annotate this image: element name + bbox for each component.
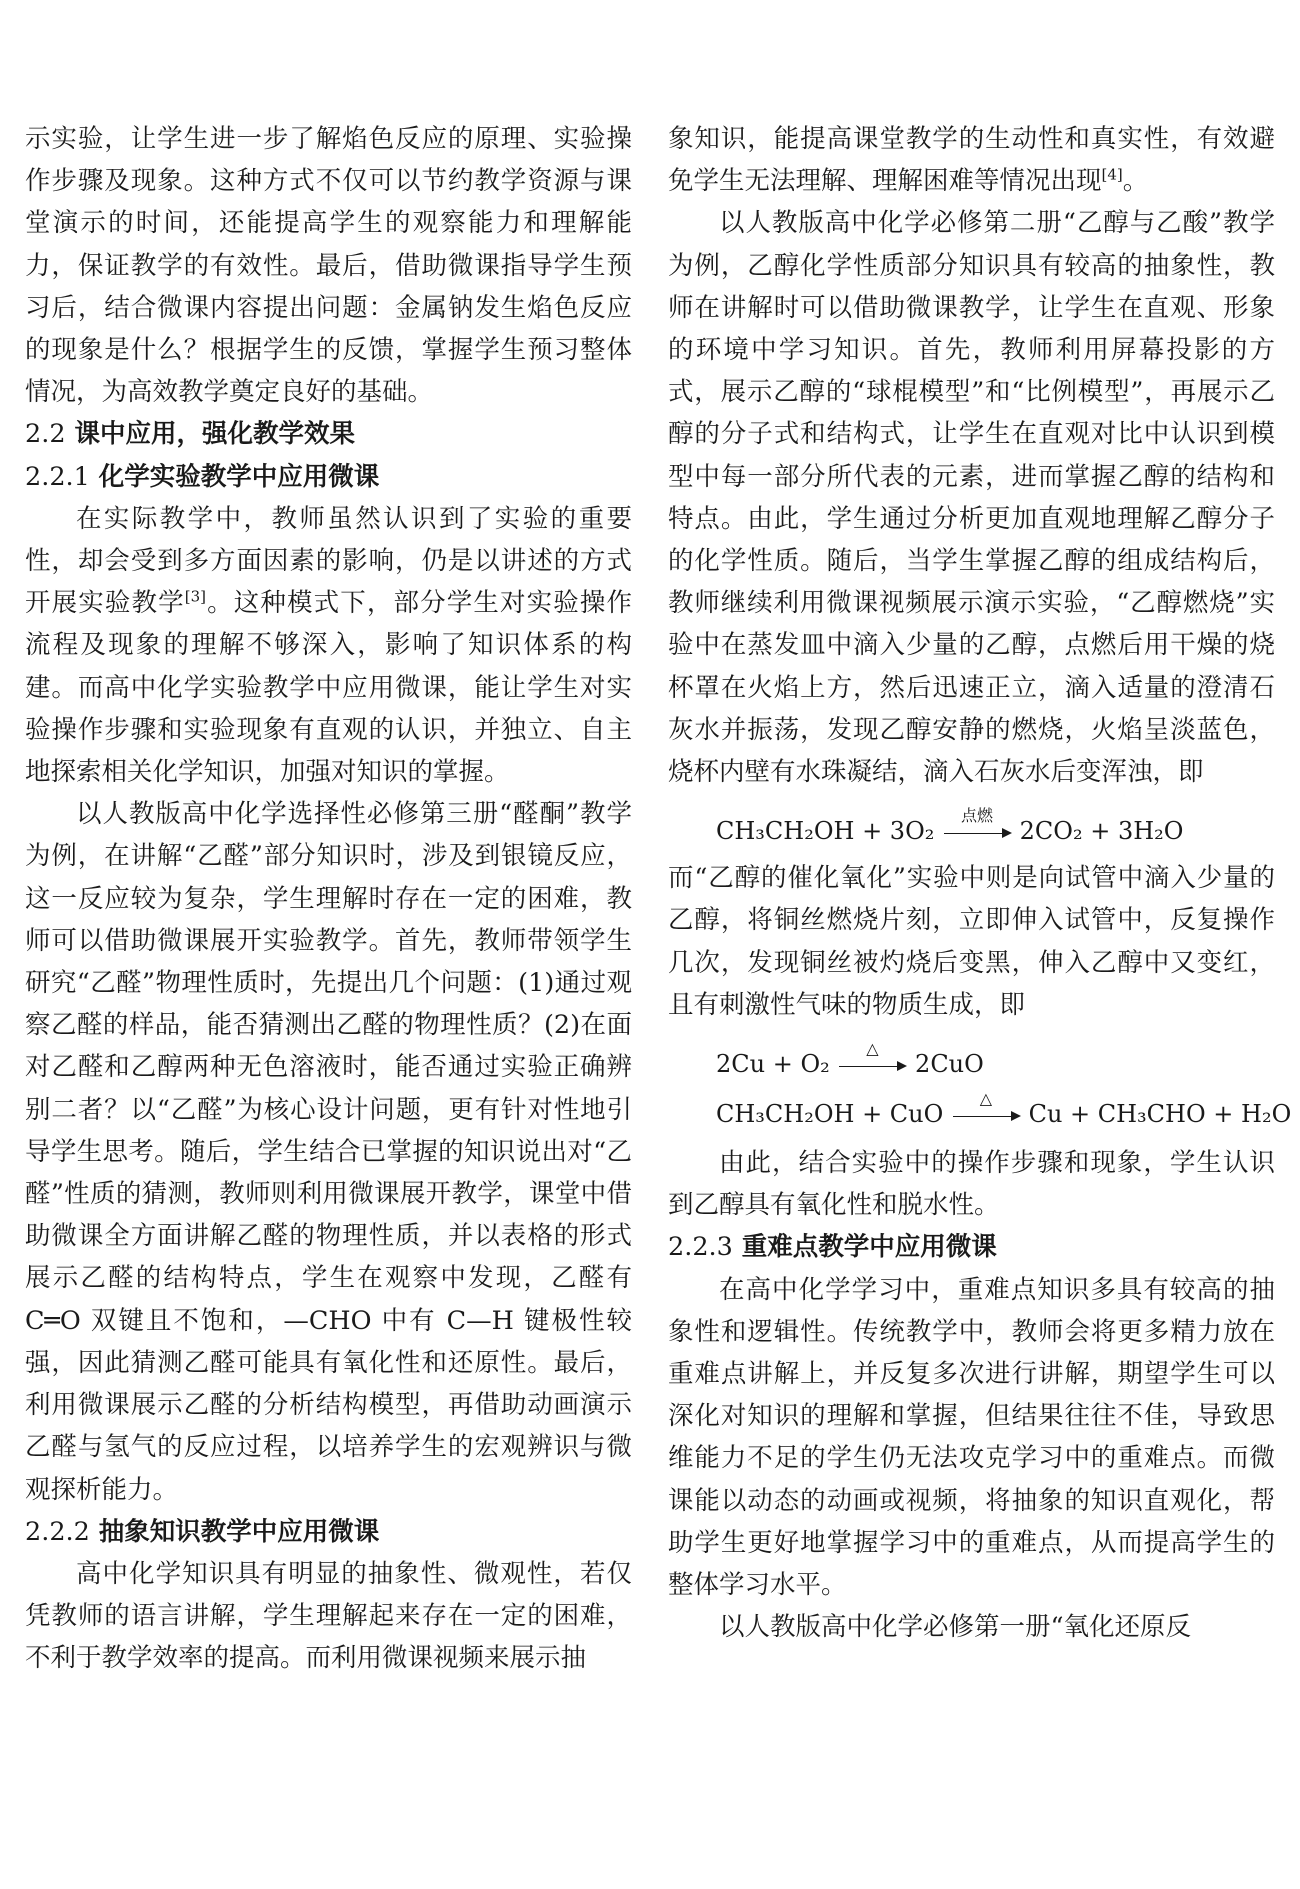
paragraph-redox-example: 以人教版高中化学必修第一册“氧化还原反 <box>719 1612 1192 1643</box>
equation-products: 2CO₂ + 3H₂O <box>1019 816 1184 845</box>
left-column <box>25 118 632 1680</box>
section-heading-2-2 <box>25 413 632 455</box>
reaction-condition: △ <box>866 1038 879 1058</box>
equation-reactants: CH₃CH₂OH + CuO <box>716 1099 944 1128</box>
reaction-arrow <box>942 805 1012 853</box>
subsection-heading-2-2-1 <box>25 456 632 498</box>
paragraph-text-after-cite: 。这种模式下，部分学生对实验操作流程及现象的理解不够深入，影响了知识体系的构建。而高中化学实验教学中应用微课，能让学生对实验操作步骤和实验现象有直观的认识，并独立、自主地探索相关化学知识，加强对知识的掌握。 <box>25 588 632 788</box>
equation-products: Cu + CH₃CHO + H₂O <box>1028 1099 1292 1128</box>
citation-3[interactable]: [3] <box>184 587 206 606</box>
paragraph-abstract-continued <box>668 118 1275 202</box>
subsection-number: 2.2.1 <box>25 461 90 492</box>
paragraph-conclusion: 由此，结合实验中的操作步骤和现象，学生认识到乙醇具有氧化性和脱水性。 <box>668 1148 1275 1221</box>
paper-page <box>25 118 1292 1878</box>
paragraph-key-difficult-points: 在高中化学学习中，重难点知识多具有较高的抽象性和逻辑性。传统教学中，教师会将更多精力放在重难点讲解上，并反复多次进行讲解，期望学生可以深化对知识的理解和掌握，但结果往往不佳，导致思维能力不足的学生仍无法攻克学习中的重难点。而微课能以动态的动画或视频，将抽象的知识直观化，帮助学生更好地掌握学习中的重难点，从而提高学生的整体学习水平。 <box>668 1274 1275 1601</box>
reaction-condition: △ <box>979 1088 993 1108</box>
reaction-arrow <box>837 1038 907 1086</box>
subsection-heading-2-2-2 <box>25 1511 632 1553</box>
equation-copper-oxidation <box>668 1040 1275 1084</box>
subsection-number: 2.2.3 <box>668 1232 733 1263</box>
reaction-condition: 点燃 <box>961 805 994 825</box>
paragraph-intro-continued: 示实验，让学生进一步了解焰色反应的原理、实验操作步骤及现象。这种方式不仅可以节约教学资源与课堂演示的时间，还能提高学生的观察能力和理解能力，保证教学的有效性。最后，借助微课指导学生预习后，结合微课内容提出问题：金属钠发生焰色反应的现象是什么？根据学生的反馈，掌握学生预习整体情况，为高效教学奠定良好的基础。 <box>25 124 632 408</box>
equation-reactants: 2Cu + O₂ <box>716 1049 830 1078</box>
subsection-number: 2.2.2 <box>25 1516 90 1547</box>
subsection-title: 重难点教学中应用微课 <box>741 1232 997 1263</box>
equation-ethanol-combustion <box>668 807 1275 851</box>
subsection-title: 化学实验教学中应用微课 <box>98 461 380 492</box>
paragraph-catalytic-oxidation: 而“乙醇的催化氧化”实验中则是向试管中滴入少量的乙醇，将铜丝燃烧片刻，立即伸入试管中，反复操作几次，发现铜丝被灼烧后变黑，伸入乙醇中又变红，且有刺激性气味的物质生成，即 <box>668 863 1275 1020</box>
paragraph-abstract-knowledge: 高中化学知识具有明显的抽象性、微观性，若仅凭教师的语言讲解，学生理解起来存在一定的困难，不利于教学效率的提高。而利用微课视频来展示抽 <box>25 1558 632 1674</box>
paragraph-ethanol-example: 以人教版高中化学必修第二册“乙醇与乙酸”教学为例，乙醇化学性质部分知识具有较高的抽象性，教师在讲解时可以借助微课教学，让学生在直观、形象的环境中学习知识。首先，教师利用屏幕投影的方式，展示乙醇的“球棍模型”和“比例模型”，再展示乙醇的分子式和结构式，让学生在直观对比中认识到模型中每一部分所代表的元素，进而掌握乙醇的结构和特点。由此，学生通过分析更加直观地理解乙醇分子的化学性质。随后，当学生掌握乙醇的组成结构后，教师继续利用微课视频展示演示实验，“乙醇燃烧”实验中在蒸发皿中滴入少量的乙醇，点燃后用干燥的烧杯罩在火焰上方，然后迅速正立，滴入适量的澄清石灰水并振荡，发现乙醇安静的燃烧，火焰呈淡蓝色，烧杯内壁有水珠凝结，滴入石灰水后变浑浊，即 <box>668 208 1275 788</box>
subsection-title: 抽象知识教学中应用微课 <box>98 1516 380 1547</box>
equation-ethanol-oxidation <box>668 1088 1292 1134</box>
equation-reactants: CH₃CH₂OH + 3O₂ <box>716 816 935 845</box>
paragraph-text: 象知识，能提高课堂教学的生动性和真实性，有效避免学生无法理解、理解困难等情况出现 <box>668 124 1275 197</box>
subsection-heading-2-2-3 <box>668 1226 1275 1268</box>
section-title: 课中应用，强化教学效果 <box>74 419 355 450</box>
paragraph-text: 在实际教学中，教师虽然认识到了实验的重要性，却会受到多方面因素的影响，仍是以讲述的方式开展实验教学 <box>25 503 632 619</box>
citation-4[interactable]: [4] <box>1101 165 1123 184</box>
paragraph-aldehyde-example: 以人教版高中化学选择性必修第三册“醛酮”教学为例，在讲解“乙醛”部分知识时，涉及到银镜反应，这一反应较为复杂，学生理解时存在一定的困难，教师可以借助微课展开实验教学。首先，教师带领学生研究“乙醛”物理性质时，先提出几个问题：(1)通过观察乙醛的样品，能否猜测出乙醛的物理性质？(2)在面对乙醛和乙醇两种无色溶液时，能否通过实验正确辨别二者？以“乙醛”为核心设计问题，更有针对性地引导学生思考。随后，学生结合已掌握的知识说出对“乙醛”性质的猜测，教师则利用微课展开教学，课堂中借助微课全方面讲解乙醛的物理性质，并以表格的形式展示乙醛的结构特点，学生在观察中发现，乙醛有 C═O 双键且不饱和，—CHO 中有 C—H 键极性较强，因此猜测乙醛可能具有氧化性和还原性。最后，利用微课展示乙醛的分析结构模型，再借助动画演示乙醛与氢气的反应过程，以培养学生的宏观辨识与微观探析能力。 <box>25 799 632 1505</box>
paragraph-experiment-teaching <box>25 498 632 793</box>
paragraph-text-after-cite: 。 <box>1122 166 1149 197</box>
equation-products: 2CuO <box>915 1049 984 1078</box>
section-number: 2.2 <box>25 419 66 450</box>
reaction-arrow <box>951 1088 1021 1136</box>
right-column <box>668 118 1292 1649</box>
